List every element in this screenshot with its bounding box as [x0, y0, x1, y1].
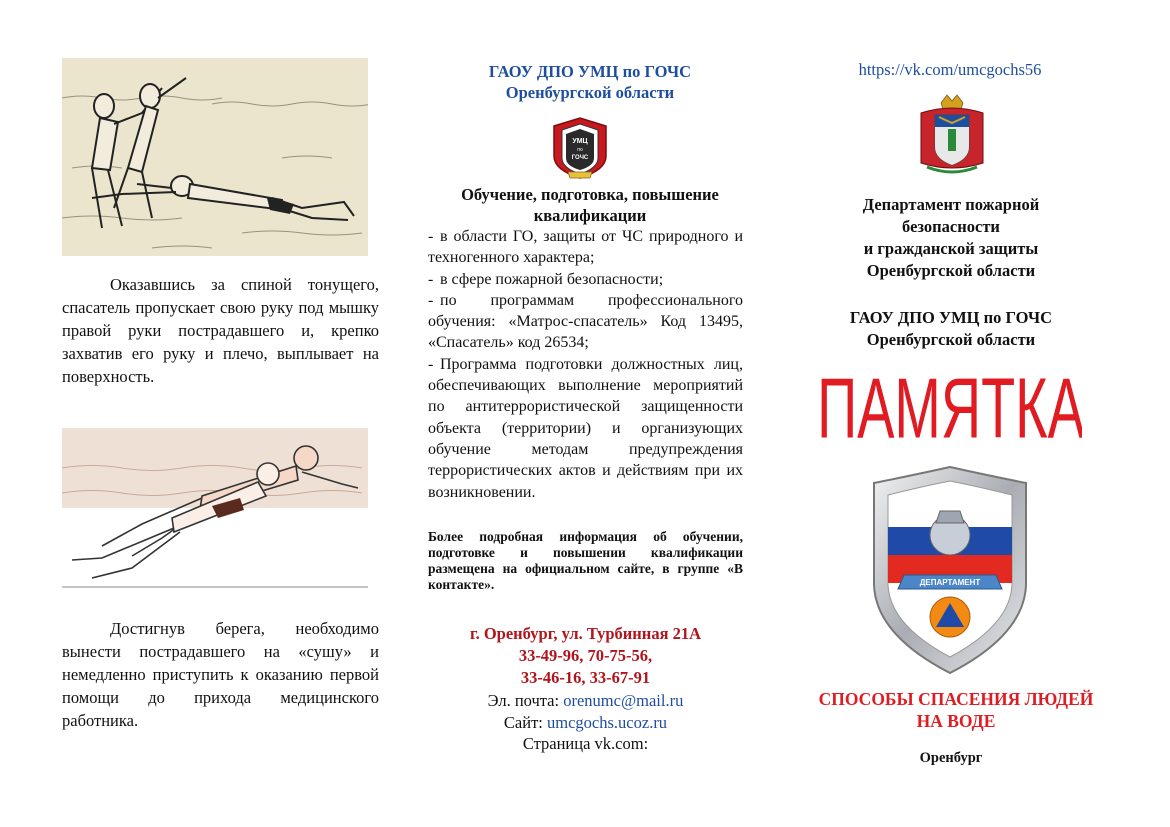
umc-emblem-icon — [548, 116, 612, 180]
email-label: Эл. почта: — [487, 691, 560, 710]
vk-link[interactable]: https://vk.com/umcgochs56 — [858, 60, 1042, 79]
emblem-text-top: УМЦ — [572, 138, 588, 145]
phones-line-2: 33-46-16, 33-67-91 — [520, 668, 651, 687]
pamyatka-text: ПАМЯТКА — [820, 361, 1082, 455]
rescue-illustration-towing — [62, 428, 368, 588]
email-row — [428, 690, 743, 712]
site-label: Сайт: — [503, 712, 543, 732]
address-line: г. Оренбург, ул. Турбинная 21А — [469, 624, 702, 643]
org-title — [420, 61, 760, 103]
site-row — [428, 712, 743, 734]
leaflet-subject — [795, 688, 1117, 732]
training-item: - по программам профессионального обучения: «Матрос-спасатель» Код 13495, «Спасатель» код 26534; — [428, 291, 743, 352]
emblem-text-bottom: ГОЧС — [571, 155, 589, 161]
org-title-right-line1: ГАОУ ДПО УМЦ по ГОЧС — [849, 308, 1053, 327]
rescue-instruction-1 — [62, 273, 379, 388]
training-item: - в сфере пожарной безопасности; — [428, 270, 664, 288]
training-item: - в области ГО, защиты от ЧС природного и техногенного характера; — [428, 228, 743, 267]
org-title-right-line2: Оренбургской области — [866, 330, 1036, 349]
paragraph-2: Достигнув берега, необходимо вынести пострадавшего на «сушу» и немедленно приступить к оказанию первой помощи до прихода медицинского работника. — [62, 619, 379, 730]
rescue-illustration-underwater — [62, 58, 368, 256]
subject-line-1: СПОСОБЫ СПАСЕНИЯ ЛЮДЕЙ — [818, 689, 1094, 709]
contacts — [428, 690, 743, 755]
coat-of-arms-icon — [917, 93, 987, 175]
emblem-text-mid: по — [577, 147, 583, 153]
training-list — [428, 226, 743, 503]
department-title — [820, 194, 1082, 282]
department-line: Департамент пожарной — [862, 195, 1040, 214]
shield-banner-text: ДЕПАРТАМЕНТ — [919, 578, 981, 587]
subject-line-2: НА ВОДЕ — [916, 711, 996, 731]
phones-line-1: 33-49-96, 70-75-56, — [518, 646, 653, 665]
vk-label: Страница vk.com: — [522, 734, 649, 753]
contact-address — [428, 623, 743, 689]
site-link[interactable]: umcgochs.ucoz.ru — [547, 712, 668, 732]
org-title-line2: Оренбургской области — [505, 83, 675, 102]
org-title-line1: ГАОУ ДПО УМЦ по ГОЧС — [488, 62, 692, 81]
department-line: и гражданской защиты — [863, 239, 1039, 258]
training-heading: Обучение, подготовка, повышение квалификации — [461, 185, 719, 225]
pamyatka-title — [820, 355, 1082, 455]
more-info-text: Более подробная информация об обучении, подготовке и повышении квалификации размещена на официальном сайте, в группе «В контакте». — [428, 529, 743, 592]
org-title-right — [820, 307, 1082, 351]
training-item: - Программа подготовки должностных лиц, обеспечивающих выполнение мероприятий по антитеррористической защищенности объекта (территории) и организующих обучение методам предупреждения террористических актов и действиям при их возникновении. — [428, 355, 743, 501]
rescue-instruction-2 — [62, 617, 379, 732]
department-line: Оренбургской области — [866, 261, 1036, 280]
email-link[interactable]: orenumc@mail.ru — [563, 691, 684, 710]
city-name: Оренбург — [919, 750, 983, 766]
department-line: безопасности — [902, 217, 1000, 236]
department-shield-icon — [864, 465, 1036, 675]
paragraph-1: Оказавшись за спиной тонущего, спасатель пропускает свою руку под мышку правой руки пострадавшего и, крепко захватив его руку и плечо, выплывает на поверхность. — [62, 275, 379, 386]
